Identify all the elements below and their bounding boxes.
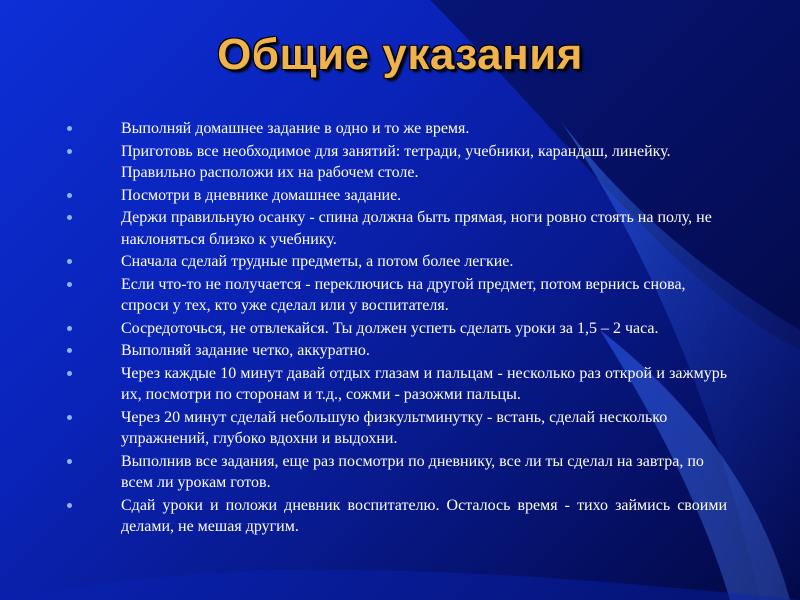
list-item bbox=[67, 118, 727, 140]
list-item-text: Держи правильную осанку - спина должна быть прямая, ноги ровно стоять на полу, не наклоняться близко к учебнику. bbox=[121, 209, 712, 248]
bullet-dot-icon bbox=[67, 193, 72, 198]
list-item bbox=[67, 274, 727, 317]
bullet-dot-icon bbox=[67, 503, 72, 508]
bullet-dot-icon bbox=[67, 326, 72, 331]
bullet-dot-icon bbox=[67, 126, 72, 131]
list-item-text: Через каждые 10 минут давай отдых глазам и пальцам - несколько раз открой и зажмурь их, посмотри по сторонам и т.д., сожми - разожми пальцы. bbox=[121, 364, 727, 403]
list-item bbox=[67, 451, 727, 494]
list-item-text: Выполняй задание четко, аккуратно. bbox=[121, 342, 370, 359]
slide-title: Общие указания bbox=[217, 30, 583, 79]
list-item bbox=[67, 185, 727, 207]
list-item bbox=[67, 340, 727, 362]
list-item bbox=[67, 318, 727, 340]
list-item bbox=[67, 495, 727, 538]
list-item-text: Приготовь все необходимое для занятий: тетради, учебники, карандаш, линейку. Правильно расположи их на рабочем столе. bbox=[121, 142, 671, 181]
bullet-dot-icon bbox=[67, 415, 72, 420]
list-item-text: Посмотри в дневнике домашнее задание. bbox=[121, 186, 402, 204]
list-item-text: Сосредоточься, не отвлекайся. Ты должен успеть сделать уроки за 1,5 – 2 часа. bbox=[121, 319, 659, 337]
list-item bbox=[67, 207, 727, 250]
list-item-text: Выполняй домашнее задание в одно и то же время. bbox=[121, 120, 470, 137]
instruction-list bbox=[67, 118, 727, 539]
list-item-text: Выполнив все задания, еще раз посмотри по дневнику, все ли ты сделал на завтра, по всем ли урокам готов. bbox=[121, 452, 704, 491]
list-item-text: Сдай уроки и положи дневник воспитателю. Осталось время - тихо займись своими делами, не мешая другим. bbox=[121, 496, 727, 535]
list-item-text: Через 20 минут сделай небольшую физкультминутку - встань, сделай несколько упражнений, глубоко вдохни и выдохни. bbox=[121, 408, 668, 447]
list-item bbox=[67, 407, 727, 450]
list-item-text: Если что-то не получается - переключись на другой предмет, потом вернись снова, спроси у тех, кто уже сделал или у воспитателя. bbox=[121, 275, 686, 314]
bullet-dot-icon bbox=[67, 371, 72, 376]
bullet-dot-icon bbox=[67, 459, 72, 464]
list-item bbox=[67, 141, 727, 184]
bullet-dot-icon bbox=[67, 215, 72, 220]
bullet-dot-icon bbox=[67, 149, 72, 154]
list-item bbox=[67, 363, 727, 406]
bullet-dot-icon bbox=[67, 259, 72, 264]
list-item-text: Сначала сделай трудные предметы, а потом более легкие. bbox=[121, 253, 514, 270]
bullet-dot-icon bbox=[67, 282, 72, 287]
list-item bbox=[67, 251, 727, 273]
bullet-dot-icon bbox=[67, 348, 72, 353]
